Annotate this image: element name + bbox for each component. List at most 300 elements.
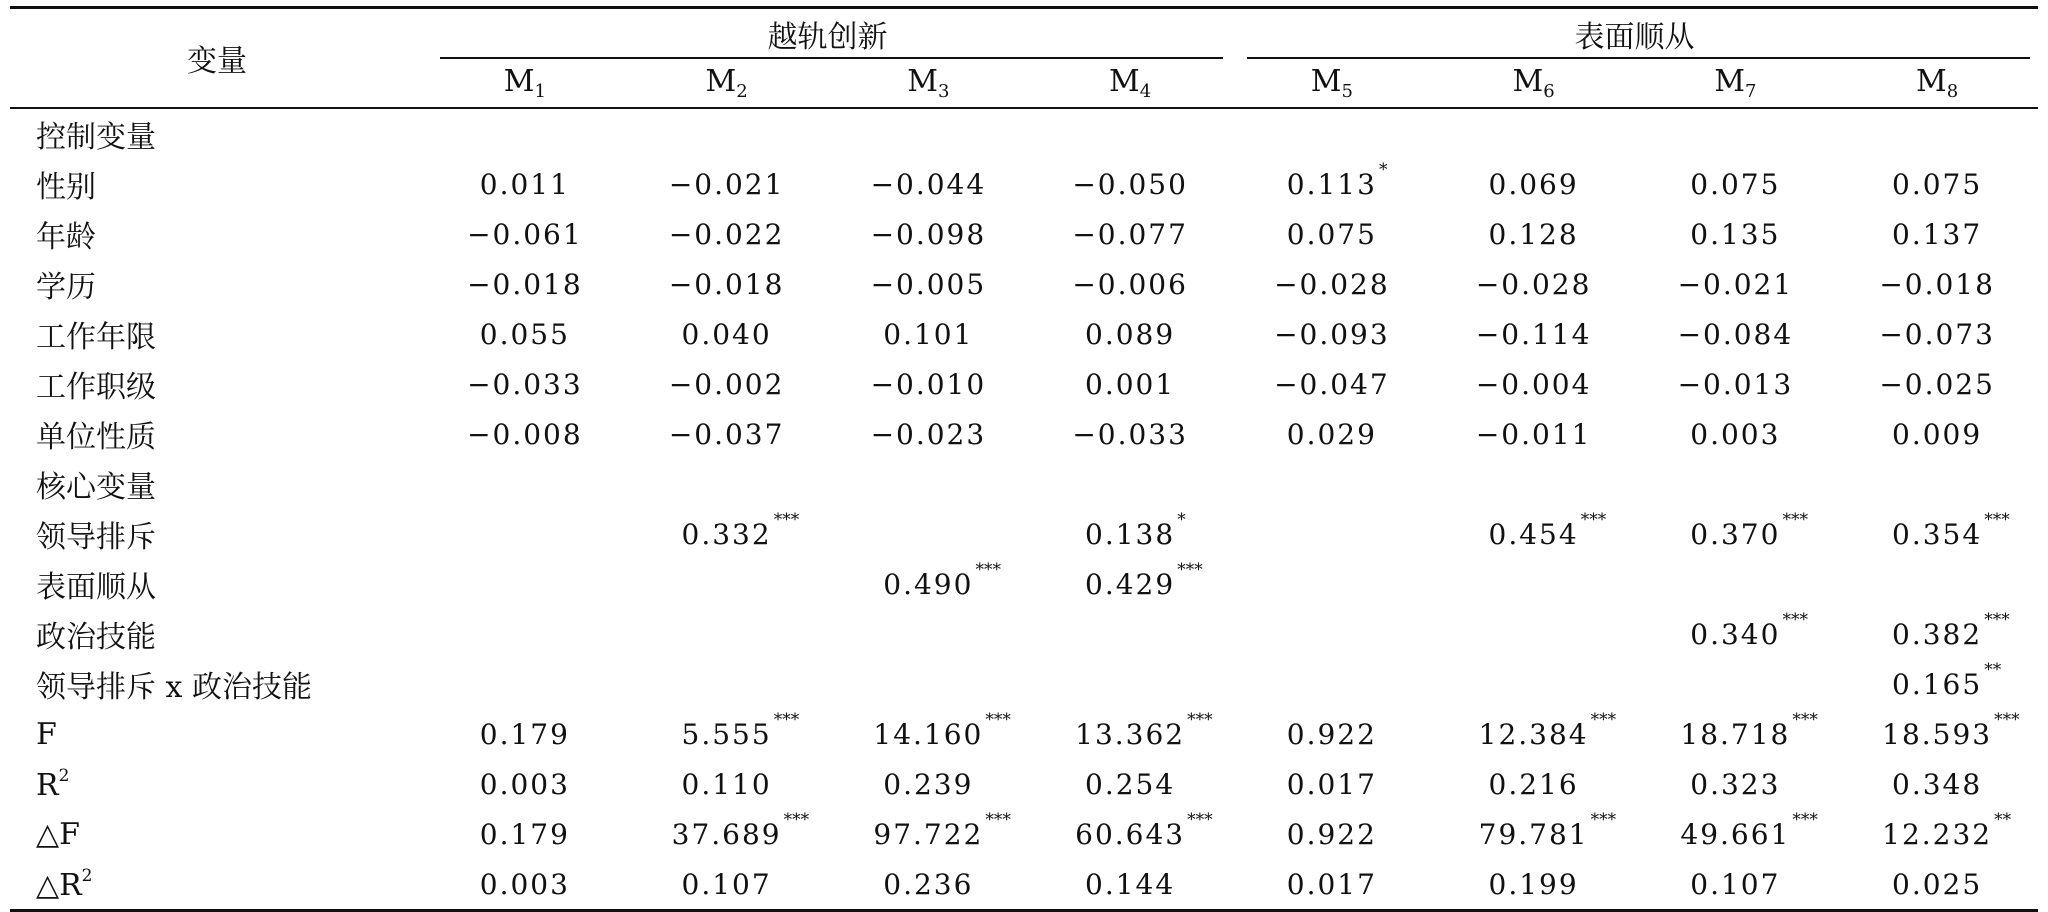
cell-number: 18.593: [1882, 717, 1993, 751]
model-base: M: [705, 64, 737, 99]
significance-stars: ***: [985, 709, 1011, 730]
table-cell: [424, 609, 626, 659]
significance-stars: ***: [1177, 559, 1203, 580]
table-cell: [626, 309, 828, 359]
table-cell: [424, 309, 626, 359]
table-cell: [828, 259, 1030, 309]
table-cell: [828, 659, 1030, 709]
table-cell: [1635, 709, 1837, 759]
significance-stars: *: [1378, 159, 1388, 180]
significance-stars: ***: [1792, 809, 1818, 830]
table-cell: [828, 309, 1030, 359]
cell-value: [682, 768, 772, 801]
cell-value: [1287, 768, 1377, 801]
cell-number: 0.003: [1690, 417, 1781, 451]
table-cell: [828, 409, 1030, 459]
row-label-text: 单位性质: [36, 420, 156, 455]
row-label: [10, 309, 424, 359]
cell-value: [1072, 218, 1188, 251]
cell-value: [480, 818, 570, 851]
table-cell: [626, 459, 828, 509]
cell-value: [1489, 168, 1579, 201]
table-cell: [1635, 359, 1837, 409]
table-cell: [828, 859, 1030, 911]
significance-stars: ***: [1984, 509, 2010, 530]
cell-value: [1287, 718, 1377, 751]
cell-number: 0.323: [1690, 767, 1781, 801]
table-cell: [626, 209, 828, 259]
cell-number: 0.075: [1892, 167, 1983, 201]
cell-value: [1476, 268, 1592, 301]
variable-column-header: 变量: [10, 8, 424, 109]
cell-value: [1892, 168, 1982, 201]
table-cell: [1029, 209, 1231, 259]
table-row: [10, 509, 2038, 559]
table-cell: [1635, 859, 1837, 911]
table-row: [10, 108, 2038, 159]
table-cell: [626, 108, 828, 159]
row-label-text: 领导排斥 x 政治技能: [36, 670, 312, 705]
model-header-m3: [828, 59, 1030, 108]
table-cell: [828, 509, 1030, 559]
model-base: M: [503, 64, 535, 99]
row-label-superscript: 2: [58, 765, 70, 786]
table-row: [10, 559, 2038, 609]
cell-value: [1287, 818, 1377, 851]
table-cell: [1836, 209, 2038, 259]
cell-number: 0.069: [1488, 167, 1579, 201]
table-cell: [1836, 809, 2038, 859]
cell-number: −0.006: [1072, 267, 1188, 301]
row-label: [10, 459, 424, 509]
table-cell: [1029, 359, 1231, 409]
cell-number: 0.107: [681, 867, 772, 901]
cell-number: 5.555: [681, 717, 772, 751]
cell-number: −0.018: [1879, 267, 1995, 301]
table-cell: [1231, 809, 1433, 859]
table-cell: [626, 659, 828, 709]
table-cell: [1635, 309, 1837, 359]
table-row: [10, 659, 2038, 709]
significance-stars: ***: [1782, 509, 1808, 530]
cell-value: [871, 268, 987, 301]
table-cell: [828, 108, 1030, 159]
cell-number: −0.022: [668, 217, 785, 251]
table-cell: [828, 809, 1030, 859]
table-cell: [1635, 459, 1837, 509]
table-cell: [626, 609, 828, 659]
row-label: [10, 108, 424, 159]
significance-stars: ***: [1187, 709, 1213, 730]
table-cell: [1029, 509, 1231, 559]
cell-number: 14.160: [873, 717, 984, 751]
table-cell: [1635, 509, 1837, 559]
table-cell: [1836, 259, 2038, 309]
significance-stars: ***: [1590, 709, 1617, 730]
row-label-text: 表面顺从: [36, 570, 156, 605]
table-cell: [1433, 509, 1635, 559]
model-subscript: 5: [1341, 81, 1353, 102]
significance-stars: ***: [1187, 809, 1213, 830]
significance-stars: **: [1984, 659, 2002, 680]
cell-number: −0.047: [1274, 367, 1390, 401]
cell-value: [1879, 318, 1995, 351]
cell-number: −0.018: [668, 267, 785, 301]
table-cell: [1231, 759, 1433, 809]
model-subscript: 8: [1946, 81, 1959, 102]
cell-number: 0.340: [1690, 617, 1781, 651]
cell-value: [669, 218, 785, 251]
cell-value: [871, 418, 987, 451]
model-subscript: 4: [1139, 81, 1152, 102]
table-header: [10, 8, 2038, 109]
cell-number: 0.144: [1085, 867, 1176, 901]
cell-number: 0.003: [479, 767, 570, 801]
cell-number: −0.084: [1677, 317, 1794, 351]
row-label: [10, 609, 424, 659]
table-cell: [1433, 459, 1635, 509]
cell-value: [467, 218, 583, 251]
cell-value: [480, 768, 570, 801]
row-label: [10, 259, 424, 309]
row-label: [10, 159, 424, 209]
row-label-text: △F: [36, 816, 80, 852]
cell-value: [1690, 168, 1780, 201]
cell-number: −0.028: [1475, 267, 1592, 301]
table-cell: [828, 759, 1030, 809]
table-cell: [1433, 559, 1635, 609]
model-base: M: [1714, 64, 1745, 99]
table-cell: [626, 859, 828, 911]
cell-number: 0.128: [1488, 217, 1579, 251]
cell-number: 0.382: [1892, 617, 1983, 651]
table-cell: [1836, 159, 2038, 209]
cell-number: 0.017: [1286, 867, 1377, 901]
table-cell: [1433, 809, 1635, 859]
table-cell: [1231, 309, 1433, 359]
cell-value: [1085, 318, 1175, 351]
cell-number: −0.005: [870, 267, 987, 301]
table-cell: [1635, 609, 1837, 659]
table-cell: [1231, 459, 1433, 509]
model-header-m5: [1231, 59, 1433, 108]
cell-value: [1690, 509, 1808, 551]
cell-number: 0.179: [479, 717, 570, 751]
table-cell: [1433, 659, 1635, 709]
model-header-m8: [1836, 59, 2038, 108]
cell-value: [1274, 318, 1390, 351]
cell-number: 0.025: [1892, 867, 1983, 901]
significance-stars: **: [1994, 809, 2012, 830]
cell-value: [1274, 368, 1390, 401]
table-cell: [1433, 309, 1635, 359]
cell-number: 0.017: [1286, 767, 1377, 801]
cell-number: 97.722: [873, 817, 984, 851]
significance-stars: ***: [1984, 609, 2010, 630]
table-cell: [1635, 659, 1837, 709]
table-row: [10, 259, 2038, 309]
cell-number: −0.114: [1475, 317, 1592, 351]
table-cell: [828, 609, 1030, 659]
table-row: [10, 859, 2038, 911]
cell-number: 0.454: [1488, 517, 1579, 551]
cell-value: [682, 318, 772, 351]
table-cell: [626, 159, 828, 209]
table-cell: [1433, 159, 1635, 209]
cell-value: [1085, 868, 1175, 901]
table-cell: [828, 559, 1030, 609]
table-cell: [424, 359, 626, 409]
group-underline: [1247, 57, 2030, 59]
cell-number: 0.137: [1892, 217, 1983, 251]
cell-value: [871, 368, 987, 401]
significance-stars: ***: [1580, 509, 1607, 530]
cell-number: 0.179: [479, 817, 570, 851]
table-cell: [1836, 309, 2038, 359]
table-cell: [1029, 659, 1231, 709]
cell-value: [1680, 809, 1818, 851]
table-cell: [1836, 759, 2038, 809]
group-header-label: 越轨创新: [767, 20, 888, 55]
cell-value: [883, 559, 1001, 601]
cell-value: [1678, 268, 1794, 301]
significance-stars: ***: [773, 509, 800, 530]
row-label-text: 控制变量: [36, 120, 156, 155]
cell-value: [480, 168, 570, 201]
table-cell: [1635, 209, 1837, 259]
table-cell: [1836, 108, 2038, 159]
cell-number: 12.384: [1478, 717, 1589, 751]
cell-number: −0.033: [467, 367, 583, 401]
row-label-text: 政治技能: [36, 620, 156, 655]
regression-table-container: [10, 6, 2038, 906]
cell-number: 0.922: [1286, 717, 1377, 751]
table-cell: [1029, 108, 1231, 159]
table-cell: [1635, 759, 1837, 809]
group-header-label: 表面顺从: [1574, 20, 1695, 55]
table-row: [10, 309, 2038, 359]
table-cell: [1029, 159, 1231, 209]
table-cell: [1029, 859, 1231, 911]
row-label-text: F: [36, 716, 57, 752]
row-label-text: 工作年限: [36, 320, 156, 355]
row-label-text: 性别: [36, 170, 96, 205]
table-cell: [626, 809, 828, 859]
cell-number: −0.073: [1879, 317, 1995, 351]
table-cell: [1029, 309, 1231, 359]
table-cell: [1433, 709, 1635, 759]
cell-value: [1274, 268, 1390, 301]
cell-value: [1072, 268, 1188, 301]
cell-number: −0.077: [1072, 217, 1188, 251]
table-cell: [1231, 559, 1433, 609]
cell-number: 0.113: [1286, 167, 1377, 201]
table-cell: [1433, 259, 1635, 309]
model-subscript: 7: [1745, 81, 1757, 102]
table-cell: [626, 509, 828, 559]
table-cell: [626, 409, 828, 459]
significance-stars: ***: [1590, 809, 1617, 830]
table-cell: [1836, 659, 2038, 709]
cell-number: 0.254: [1085, 767, 1176, 801]
cell-value: [1678, 318, 1794, 351]
model-base: M: [907, 64, 938, 99]
cell-value: [1680, 709, 1818, 751]
table-cell: [1836, 609, 2038, 659]
cell-value: [1476, 418, 1592, 451]
cell-number: 0.165: [1892, 667, 1983, 701]
table-row: [10, 759, 2038, 809]
cell-value: [669, 268, 785, 301]
cell-value: [1478, 809, 1617, 851]
cell-number: −0.004: [1475, 367, 1592, 401]
cell-value: [1892, 218, 1982, 251]
cell-number: 60.643: [1075, 817, 1186, 851]
cell-number: −0.028: [1274, 267, 1390, 301]
table-cell: [1836, 359, 2038, 409]
table-row: [10, 159, 2038, 209]
cell-value: [1476, 368, 1592, 401]
row-label: [10, 559, 424, 609]
row-label-text: 工作职级: [36, 370, 156, 405]
model-subscript: 3: [938, 81, 950, 102]
cell-number: 0.009: [1892, 417, 1983, 451]
significance-stars: ***: [985, 809, 1011, 830]
cell-value: [1690, 609, 1808, 651]
cell-value: [671, 809, 810, 851]
cell-value: [1287, 868, 1377, 901]
cell-value: [1879, 368, 1995, 401]
cell-number: 0.135: [1690, 217, 1781, 251]
row-label-text: 学历: [36, 270, 96, 305]
cell-value: [1072, 168, 1188, 201]
group-header-surface-compliance: [1231, 8, 2038, 60]
cell-value: [1489, 868, 1579, 901]
table-cell: [1029, 259, 1231, 309]
model-header-m2: [626, 59, 828, 108]
cell-number: −0.061: [467, 217, 583, 251]
table-cell: [626, 359, 828, 409]
table-cell: [1029, 409, 1231, 459]
table-cell: [1635, 159, 1837, 209]
cell-value: [871, 218, 987, 251]
cell-value: [480, 868, 570, 901]
cell-value: [873, 709, 1011, 751]
cell-number: 37.689: [671, 817, 782, 851]
significance-stars: ***: [1994, 709, 2020, 730]
table-cell: [1433, 108, 1635, 159]
table-cell: [1029, 459, 1231, 509]
table-row: [10, 809, 2038, 859]
table-cell: [1231, 108, 1433, 159]
cell-number: −0.037: [668, 417, 785, 451]
cell-value: [883, 768, 973, 801]
cell-value: [1879, 268, 1995, 301]
cell-number: 49.661: [1680, 817, 1791, 851]
table-cell: [1231, 709, 1433, 759]
row-label: [10, 809, 424, 859]
cell-number: 0.354: [1892, 517, 1983, 551]
cell-value: [1892, 418, 1982, 451]
significance-stars: ***: [975, 559, 1001, 580]
cell-value: [1882, 809, 2012, 851]
table-cell: [828, 459, 1030, 509]
cell-number: −0.011: [1475, 417, 1592, 451]
table-cell: [1836, 859, 2038, 911]
table-cell: [1635, 809, 1837, 859]
cell-number: 0.138: [1085, 517, 1176, 551]
cell-number: 0.922: [1286, 817, 1377, 851]
table-cell: [1433, 859, 1635, 911]
cell-value: [883, 868, 973, 901]
model-header-m1: [424, 59, 626, 108]
cell-number: 0.348: [1892, 767, 1983, 801]
cell-number: 0.216: [1488, 767, 1579, 801]
cell-number: 0.001: [1085, 367, 1176, 401]
significance-stars: ***: [1782, 609, 1808, 630]
cell-number: 0.490: [883, 567, 974, 601]
cell-value: [1892, 868, 1982, 901]
cell-value: [1690, 418, 1780, 451]
row-label: [10, 509, 424, 559]
cell-number: 0.075: [1286, 217, 1377, 251]
row-label: [10, 759, 424, 809]
table-cell: [1635, 559, 1837, 609]
model-base: M: [1916, 64, 1947, 99]
cell-number: −0.044: [870, 167, 987, 201]
cell-value: [1892, 659, 2002, 701]
table-cell: [1029, 759, 1231, 809]
table-cell: [1231, 659, 1433, 709]
cell-value: [883, 318, 973, 351]
cell-value: [467, 418, 583, 451]
cell-value: [480, 318, 570, 351]
cell-number: 0.332: [681, 517, 772, 551]
cell-value: [681, 709, 800, 751]
model-header-m4: [1029, 59, 1231, 108]
significance-stars: ***: [1792, 709, 1818, 730]
cell-number: −0.033: [1072, 417, 1188, 451]
table-row: [10, 359, 2038, 409]
cell-value: [1690, 768, 1780, 801]
model-subscript: 1: [534, 81, 546, 102]
row-label: [10, 209, 424, 259]
group-underline: [440, 57, 1223, 59]
cell-value: [1085, 768, 1175, 801]
cell-value: [871, 168, 987, 201]
group-header-deviant-innovation: [424, 8, 1231, 60]
cell-number: 79.781: [1478, 817, 1589, 851]
cell-number: 0.107: [1690, 867, 1781, 901]
table-body: [10, 108, 2038, 911]
group-header-row: [10, 8, 2038, 60]
cell-value: [1075, 709, 1213, 751]
cell-value: [1085, 368, 1175, 401]
cell-value: [669, 168, 785, 201]
table-cell: [1231, 209, 1433, 259]
cell-number: −0.021: [668, 167, 785, 201]
model-base: M: [1512, 64, 1544, 99]
row-label: [10, 409, 424, 459]
cell-number: −0.025: [1879, 367, 1995, 401]
table-cell: [424, 259, 626, 309]
cell-value: [1489, 768, 1579, 801]
model-base: M: [1109, 64, 1140, 99]
table-cell: [828, 359, 1030, 409]
cell-value: [681, 509, 800, 551]
table-row: [10, 609, 2038, 659]
row-label: [10, 659, 424, 709]
